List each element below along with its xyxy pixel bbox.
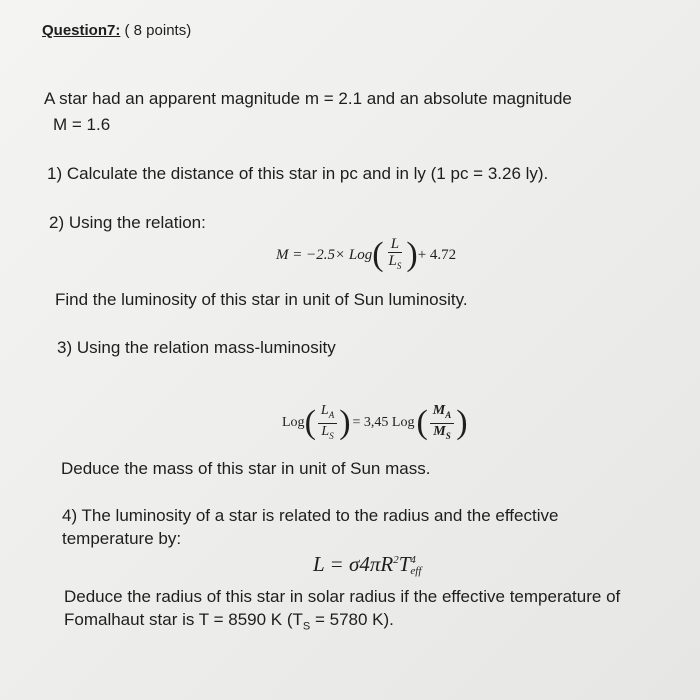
question-2-find: Find the luminosity of this star in unit of Sun luminosity. xyxy=(55,290,468,309)
intro-line-1: A star had an apparent magnitude m = 2.1 and an absolute magnitude xyxy=(44,89,572,108)
question-4-line-2: temperature by: xyxy=(62,529,182,548)
luminosity-fraction xyxy=(386,236,405,274)
eq2-lhs: M = −2.5× Log xyxy=(276,246,373,263)
question-label: Question7: xyxy=(42,22,121,39)
question-1-text: 1) Calculate the distance of this star in pc and in ly (1 pc = 3.26 ly). xyxy=(47,164,549,183)
question-title xyxy=(42,22,191,39)
eq2-denominator: $L_S$ xyxy=(388,253,402,271)
points-label: ( 8 points) xyxy=(120,22,192,39)
intro-line-2: M = 1.6 xyxy=(53,115,111,134)
eq2-numerator: L xyxy=(388,236,402,253)
magnitude-equation xyxy=(276,236,456,274)
left-paren: ( xyxy=(372,236,384,273)
question-4-line-1: 4) The luminosity of a star is related to the radius and the effective xyxy=(62,506,559,525)
question-2-text: 2) Using the relation: xyxy=(49,213,206,232)
question-3-deduce: Deduce the mass of this star in unit of Sun mass. xyxy=(61,459,431,478)
stefan-boltzmann-equation: $L = \sigma 4\pi R^2T$ 4 eff xyxy=(313,552,422,578)
eq3-middle: = 3,45 Log xyxy=(352,415,415,431)
left-paren-2: ( xyxy=(416,404,428,442)
eq2-rhs: + 4.72 xyxy=(417,246,457,263)
question-3-text: 3) Using the relation mass-luminosity xyxy=(57,338,336,357)
right-paren-2: ) xyxy=(456,404,468,442)
mass-luminosity-equation xyxy=(282,403,468,444)
right-paren-1: ) xyxy=(339,404,351,442)
left-paren-1: ( xyxy=(304,404,316,442)
eq3-right-fraction: $\frac{M_A}{M_S}$ xyxy=(430,403,454,444)
eq3-left-fraction: $\frac{L_A}{L_S}$ xyxy=(318,403,337,444)
question-4-deduce-1: Deduce the radius of this star in solar radius if the effective temperature of xyxy=(64,587,621,606)
eq3-log-left: Log xyxy=(282,415,305,431)
question-4-deduce-2: Fomalhaut star is T = 8590 K ($T_S = 5780$ K). xyxy=(64,610,394,633)
right-paren: ) xyxy=(406,236,418,273)
